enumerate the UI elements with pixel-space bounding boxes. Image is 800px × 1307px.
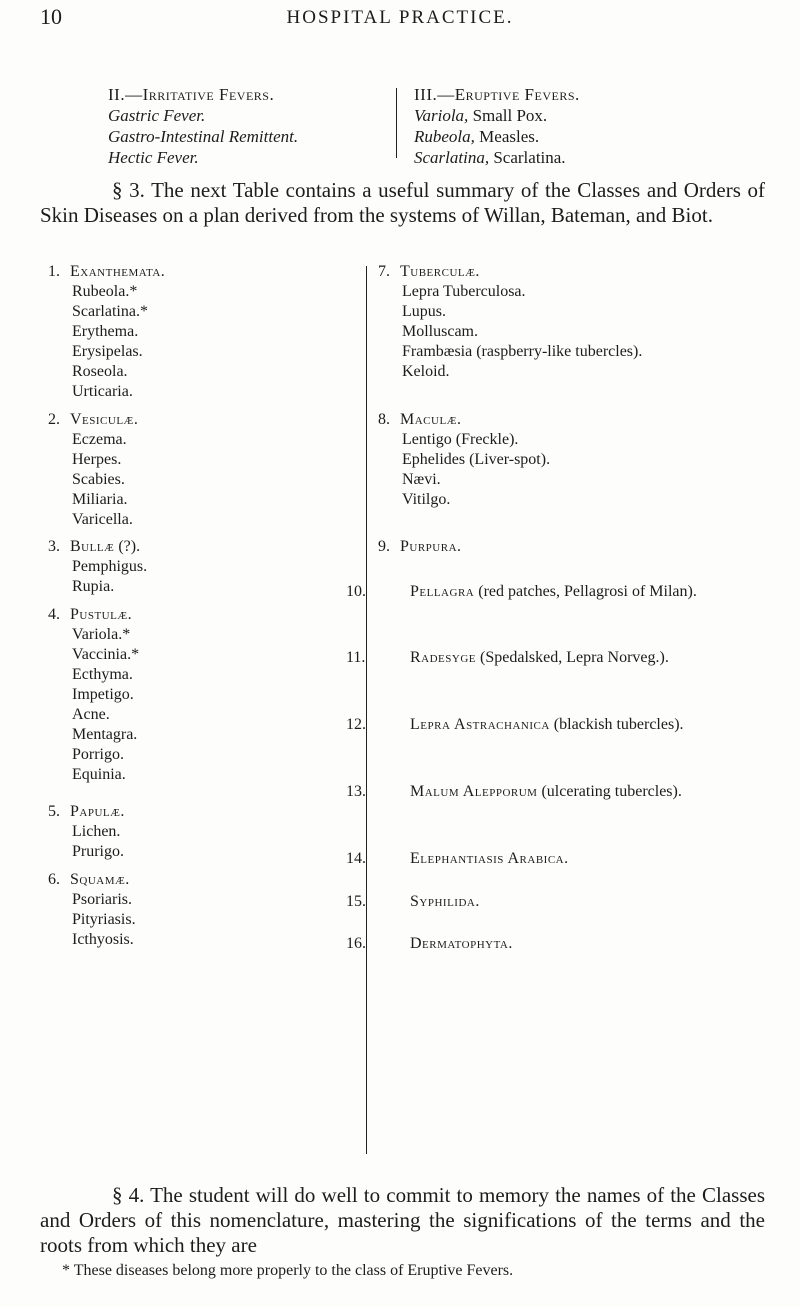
order-item: Molluscam.	[402, 323, 478, 340]
page-number: 10	[40, 4, 62, 29]
skin-disease-classes-table	[48, 262, 718, 1162]
class-number: 15.	[346, 893, 366, 910]
class-number: 8.	[378, 411, 390, 428]
class-name: Purpura.	[400, 538, 462, 555]
order-item: Lupus.	[402, 303, 446, 320]
class-name: Lepra Astrachanica	[410, 716, 550, 733]
order-item: Miliaria.	[72, 491, 128, 508]
class-pustulae	[48, 605, 348, 785]
class-exanthemata	[48, 262, 348, 402]
order-item: Ecthyma.	[72, 666, 133, 683]
class-papulae	[48, 802, 348, 862]
footnote: * These diseases belong more properly to the class of Eruptive Fevers.	[62, 1262, 514, 1279]
order-item: Nævi.	[402, 471, 441, 488]
order-item: Vaccinia.*	[72, 646, 140, 663]
order-item: Pityriasis.	[72, 911, 136, 928]
class-number: 6.	[48, 871, 60, 888]
order-item: Urticaria.	[72, 383, 133, 400]
column-divider	[366, 266, 367, 1154]
class-title	[346, 648, 718, 668]
class-suffix: (blackish tubercles).	[553, 716, 684, 733]
running-head: HOSPITAL PRACTICE.	[286, 7, 514, 28]
class-name: Exanthemata.	[70, 263, 166, 280]
class-title	[346, 782, 718, 802]
order-item: Variola.*	[72, 626, 131, 643]
order-item: Eczema.	[72, 431, 127, 448]
class-title	[48, 605, 348, 625]
fever-item: Gastro-Intestinal Remittent.	[108, 127, 299, 146]
order-item: Vitilgo.	[402, 491, 451, 508]
class-bullae	[48, 537, 348, 597]
eruptive-fevers	[414, 84, 714, 168]
class-purpura	[378, 537, 718, 557]
class-title	[378, 262, 718, 282]
order-item: Icthyosis.	[72, 931, 134, 948]
class-name: Papulæ.	[70, 803, 125, 820]
class-name: Tuberculæ.	[400, 263, 480, 280]
order-item: Lichen.	[72, 823, 121, 840]
latin-name: Scarlatina,	[414, 148, 490, 167]
class-malum-alepporum	[346, 782, 718, 802]
class-title	[346, 934, 718, 954]
order-item: Lentigo (Freckle).	[402, 431, 519, 448]
class-name: Maculæ.	[400, 411, 462, 428]
column-divider	[396, 88, 397, 158]
order-item: Psoriaris.	[72, 891, 132, 908]
class-number: 9.	[378, 538, 390, 555]
class-title	[378, 410, 718, 430]
class-suffix: (?).	[118, 538, 141, 555]
class-title	[378, 537, 718, 557]
class-elephantiasis-arabica	[346, 849, 718, 869]
class-tuberculae	[378, 262, 718, 382]
class-lepra-astrachanica	[346, 715, 718, 735]
class-title	[48, 870, 348, 890]
class-title	[346, 892, 718, 912]
class-title	[346, 715, 718, 735]
class-name: Radesyge	[410, 649, 477, 666]
class-number: 16.	[346, 935, 366, 952]
order-item: Erythema.	[72, 323, 139, 340]
fever-item	[414, 147, 714, 168]
order-item: Equinia.	[72, 766, 126, 783]
irritative-fevers-heading: II.—Irritative Fevers.	[108, 85, 275, 104]
order-item: Frambæsia (raspberry-like tubercles).	[402, 343, 643, 360]
order-item: Rubeola.*	[72, 283, 138, 300]
fever-item	[414, 126, 714, 147]
class-squamae	[48, 870, 348, 950]
order-item: Scarlatina.*	[72, 303, 148, 320]
latin-name: Variola,	[414, 106, 469, 125]
class-maculae	[378, 410, 718, 510]
order-item: Keloid.	[402, 363, 450, 380]
order-item: Herpes.	[72, 451, 122, 468]
fever-classes	[108, 84, 718, 167]
class-name: Dermatophyta.	[410, 935, 513, 952]
order-item: Roseola.	[72, 363, 128, 380]
order-item: Ephelides (Liver-spot).	[402, 451, 551, 468]
order-item: Lepra Tuberculosa.	[402, 283, 526, 300]
order-item: Scabies.	[72, 471, 125, 488]
latin-name: Rubeola,	[414, 127, 475, 146]
class-suffix: (red patches, Pellagrosi of Milan).	[478, 583, 697, 600]
paragraph-4: § 4. The student will do well to commit to memory the names of the Classes and Orders of this nomenclature, mastering the significations of the terms and the roots from which they are	[40, 1183, 765, 1257]
class-dermatophyta	[346, 934, 718, 954]
class-suffix: (Spedalsked, Lepra Norveg.).	[480, 649, 669, 666]
order-item: Mentagra.	[72, 726, 138, 743]
class-title	[48, 262, 348, 282]
class-number: 2.	[48, 411, 60, 428]
class-name: Bullæ	[70, 538, 115, 555]
page-header	[40, 4, 760, 32]
order-item: Pemphigus.	[72, 558, 148, 575]
order-item: Rupia.	[72, 578, 115, 595]
order-item: Impetigo.	[72, 686, 134, 703]
english-name: Scarlatina.	[493, 148, 566, 167]
class-name: Malum Alepporum	[410, 783, 538, 800]
english-name: Small Pox.	[472, 106, 548, 125]
class-number: 12.	[346, 716, 366, 733]
class-number: 13.	[346, 783, 366, 800]
paragraph-3: § 3. The next Table contains a useful summary of the Classes and Orders of Skin Diseases on a plan derived from the systems of Willan, Bateman, and Biot.	[40, 178, 765, 227]
class-name: Pellagra	[410, 583, 475, 600]
class-pellagra	[346, 582, 718, 602]
fever-item	[414, 105, 714, 126]
class-title	[346, 582, 718, 602]
order-item: Varicella.	[72, 511, 133, 528]
order-item: Acne.	[72, 706, 110, 723]
class-name: Vesiculæ.	[70, 411, 139, 428]
class-name: Elephantiasis Arabica.	[410, 850, 569, 867]
class-number: 1.	[48, 263, 60, 280]
order-item: Erysipelas.	[72, 343, 143, 360]
class-number: 5.	[48, 803, 60, 820]
class-title	[48, 802, 348, 822]
class-number: 4.	[48, 606, 60, 623]
order-item: Prurigo.	[72, 843, 124, 860]
class-vesiculae	[48, 410, 348, 530]
class-name: Syphilida.	[410, 893, 480, 910]
order-item: Porrigo.	[72, 746, 124, 763]
fever-item: Gastric Fever.	[108, 106, 206, 125]
irritative-fevers	[108, 84, 388, 168]
class-number: 7.	[378, 263, 390, 280]
class-suffix: (ulcerating tubercles).	[541, 783, 682, 800]
class-name: Pustulæ.	[70, 606, 133, 623]
class-title	[48, 537, 348, 557]
fever-item: Hectic Fever.	[108, 148, 199, 167]
class-number: 10.	[346, 583, 366, 600]
class-syphilida	[346, 892, 718, 912]
class-radesyge	[346, 648, 718, 668]
class-title	[346, 849, 718, 869]
eruptive-fevers-heading: III.—Eruptive Fevers.	[414, 85, 580, 104]
class-number: 14.	[346, 850, 366, 867]
class-name: Squamæ.	[70, 871, 130, 888]
class-title	[48, 410, 348, 430]
english-name: Measles.	[479, 127, 540, 146]
class-number: 3.	[48, 538, 60, 555]
class-number: 11.	[346, 649, 366, 666]
